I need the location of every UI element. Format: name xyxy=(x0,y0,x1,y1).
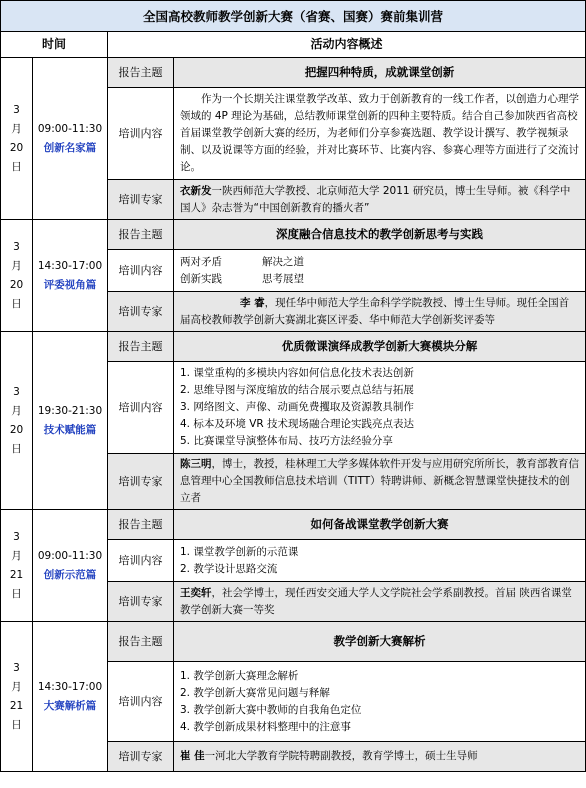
expert-desc: ，博士，教授，桂林理工大学多媒体软件开发与应用研究所所长，教育部教育信息管理中心全国教师信息技术培训（TITT）特聘讲师、新概念智慧课堂快捷技术的创立者 xyxy=(180,458,579,504)
expert-desc: 一陕西师范大学教授、北京师范大学 2011 研究员，博士生导师。被《科学中国人》杂志誉为“中国创新教育的播火者” xyxy=(180,184,571,214)
session-content xyxy=(174,362,586,454)
page-title: 全国高校教师教学创新大赛（省赛、国赛）赛前集训营 xyxy=(1,1,586,32)
session-expert xyxy=(174,180,586,220)
time-range: 19:30-21:30 xyxy=(37,405,103,417)
expert-name: 崔 佳 xyxy=(180,750,205,762)
list-item: 2. 思维导图与深度缩放的结合展示要点总结与拓展 xyxy=(180,384,414,396)
list-item: 3. 网络图文、声像、动画免费攫取及资源教具制作 xyxy=(180,401,414,413)
expert-desc: ，现任华中师范大学生命科学学院教授、博士生导师。现任全国首届高校教师教学创新大赛湖北赛区评委、华中师范大学创新奖评委等 xyxy=(180,296,570,326)
label-expert: 培训专家 xyxy=(108,454,174,510)
session-topic: 优质微课演绎成教学创新大赛模块分解 xyxy=(174,332,586,362)
session-expert xyxy=(174,742,586,772)
session-time xyxy=(33,332,108,510)
list-item: 2. 教学创新大赛常见问题与释解 xyxy=(180,686,330,699)
session-date: 3 月 21 日 xyxy=(1,510,33,622)
session-content: 两对矛盾 解决之道 创新实践 思考展望 xyxy=(174,250,586,292)
expert-desc: ，社会学博士，现任西安交通大学人文学院社会学系副教授。首届 陕西省课堂教学创新大赛一等奖 xyxy=(180,586,572,616)
list-item: 1. 课堂教学创新的示范课 xyxy=(180,545,299,558)
label-content: 培训内容 xyxy=(108,362,174,454)
label-content: 培训内容 xyxy=(108,88,174,180)
session-tag: 大赛解析篇 xyxy=(43,700,97,712)
expert-name: 陈三明 xyxy=(180,458,212,470)
session-topic: 深度融合信息技术的教学创新思考与实践 xyxy=(174,220,586,250)
header-time: 时间 xyxy=(1,32,108,58)
session-tag: 评委视角篇 xyxy=(43,279,97,291)
session-expert xyxy=(174,454,586,510)
label-content: 培训内容 xyxy=(108,662,174,742)
label-expert: 培训专家 xyxy=(108,742,174,772)
session-topic: 如何备战课堂教学创新大赛 xyxy=(174,510,586,540)
session-tag: 技术赋能篇 xyxy=(43,424,97,436)
list-item: 3. 教学创新大赛中教师的自我角色定位 xyxy=(180,703,362,716)
session-expert xyxy=(174,292,586,332)
session-content: 作为一个长期关注课堂教学改革、致力于创新教育的一线工作者，以创造力心理学领域的 4P 理论为基础，总结教师课堂创新的四种主要特质。结合自己参加陕西省高校首届课堂教学创新大赛的经历，为老师们分享参赛选题、教学设计撰写、教学视频录制、以及说课等方面的经验，并对比赛环节、比赛内容、参赛心理等方面进行了交流讨论。 xyxy=(174,88,586,180)
expert-name: 衣新发 xyxy=(180,184,212,197)
list-item: 4. 教学创新成果材料整理中的注意事 xyxy=(180,720,351,733)
session-time xyxy=(33,58,108,220)
label-content: 培训内容 xyxy=(108,250,174,292)
session-tag: 创新示范篇 xyxy=(43,569,97,581)
list-item: 2. 教学设计思路交流 xyxy=(180,562,278,575)
session-time xyxy=(33,622,108,772)
list-item: 1. 课堂重构的多模块内容如何信息化技术表达创新 xyxy=(180,367,414,379)
label-expert: 培训专家 xyxy=(108,292,174,332)
list-item: 5. 比赛课堂导演整体布局、技巧方法经验分享 xyxy=(180,435,393,447)
header-overview: 活动内容概述 xyxy=(108,32,586,58)
session-time xyxy=(33,220,108,332)
label-topic: 报告主题 xyxy=(108,510,174,540)
session-topic: 教学创新大赛解析 xyxy=(174,622,586,662)
session-topic: 把握四种特质，成就课堂创新 xyxy=(174,58,586,88)
time-range: 14:30-17:00 xyxy=(37,260,103,272)
session-date: 3 月 20 日 xyxy=(1,220,33,332)
label-expert: 培训专家 xyxy=(108,582,174,622)
label-topic: 报告主题 xyxy=(108,220,174,250)
session-date: 3 月 20 日 xyxy=(1,58,33,220)
session-expert xyxy=(174,582,586,622)
label-topic: 报告主题 xyxy=(108,58,174,88)
label-content: 培训内容 xyxy=(108,540,174,582)
time-range: 09:00-11:30 xyxy=(37,123,103,135)
time-range: 09:00-11:30 xyxy=(37,550,103,562)
list-item: 1. 教学创新大赛理念解析 xyxy=(180,669,299,682)
label-topic: 报告主题 xyxy=(108,622,174,662)
session-tag: 创新名家篇 xyxy=(43,142,97,154)
expert-desc: 一河北大学教育学院特聘副教授，教育学博士，硕士生导师 xyxy=(204,750,478,762)
session-content xyxy=(174,662,586,742)
label-topic: 报告主题 xyxy=(108,332,174,362)
list-item: 4. 标本及环境 VR 技术现场融合理论实践亮点表达 xyxy=(180,418,415,430)
session-date: 3 月 20 日 xyxy=(1,332,33,510)
session-date: 3 月 21 日 xyxy=(1,622,33,772)
label-expert: 培训专家 xyxy=(108,180,174,220)
session-time xyxy=(33,510,108,622)
expert-name: 李 睿 xyxy=(240,296,265,309)
expert-name: 王奕轩 xyxy=(180,586,212,599)
session-content xyxy=(174,540,586,582)
time-range: 14:30-17:00 xyxy=(37,681,103,693)
